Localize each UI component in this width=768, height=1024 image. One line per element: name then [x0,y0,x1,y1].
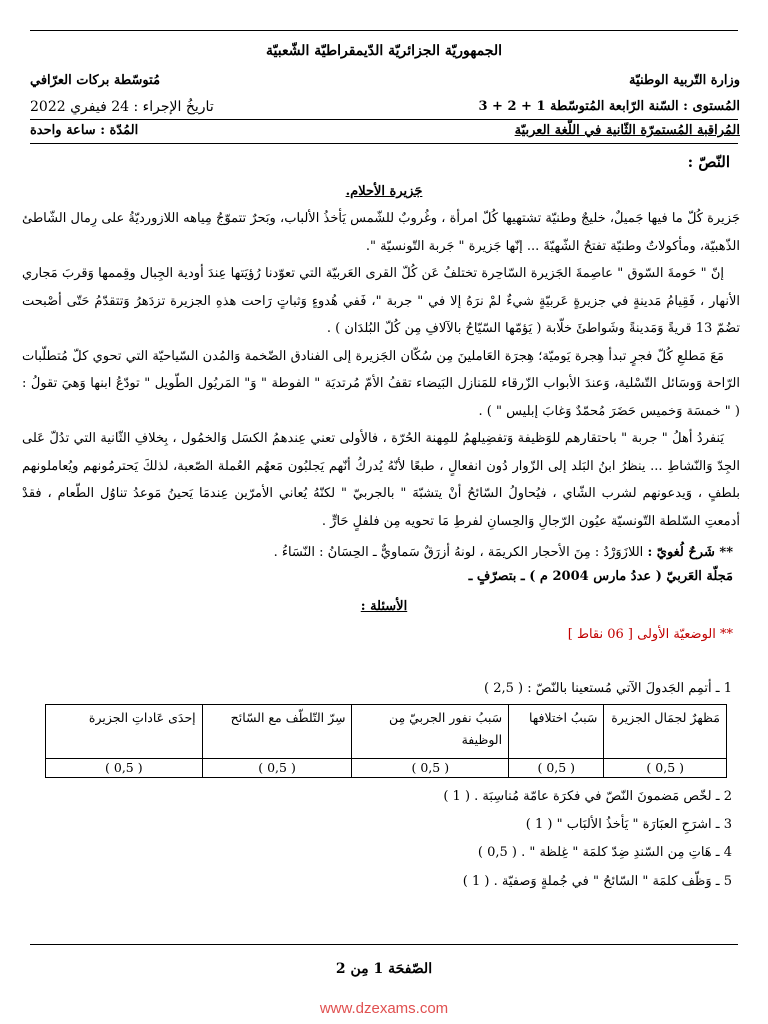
answer-table [45,704,727,778]
table-header-cell: سَببُ اختلافها [509,705,604,759]
article-body [22,205,740,535]
ministry: وزارة التّربية الوطنيّة [629,73,740,88]
level: المُستوى : السّنة الرّابعة المُتوسّطة 1 + 2 + 3 [478,99,740,114]
exam-title: المُراقبة المُستمرّة الثّانية في اللّغة العربيّة [514,123,740,138]
table-points-row [46,759,727,778]
situation-label: ** الوضعيّة الأولى [ 06 نقاط ] [567,627,733,642]
table-header-row [46,705,727,759]
school-name: مُتوسّطة بركات العرّافي [30,73,161,88]
duration: المُدّة : ساعة واحدة [30,123,139,138]
question-3: 3 ـ اشرَحِ العبَارَة " يَأخذُ الألبَاب " ( 1 ) [525,817,732,832]
glossary [274,544,733,562]
points-cell: ( 0,5 ) [604,759,727,778]
question-5: 5 ـ وَظّف كلمَة " السّائحُ " في جُملةٍ وَصفيّة . ( 1 ) [462,874,732,889]
glossary-text: اللازَوَرْدُ : مِنَ الأحجار الكريمَة ، لونهُ أزرَقٌ سَماويٌّ ـ الحِسَانُ : النّسَاءُ . [273,545,644,560]
question-1: 1 ـ أتمِم الجَدولَ الآتي مُستعينا بالنّصّ : ( 2,5 ) [484,681,732,696]
table-header-cell: سِرّ التّلطّف مع السّائح [202,705,352,759]
questions-label: الأسئلة : [360,599,408,614]
points-cell: ( 0,5 ) [509,759,604,778]
footer-rule [30,944,738,945]
watermark-link[interactable]: www.dzexams.com [319,1000,449,1017]
paragraph: يَنفردُ أهلُ " جربة " باحتقارهم للوَظيفة وَتفضِيلهمُ للمِهنة الحُرّة ، فالأولى تعني عِندهمُ الكسَل وَالخمُول ، بِخلافِ الثّانية التي تدُلّ عَلى الجِدّ وَالنّشاطِ ... ينظرُ ابنُ البَلد إلى الزّوار دُون انفعالٍ ، طبعًا لأنّهُ يُدركُ أنّهم يَجلبُون مَعهُم العُملة الصّعبة، لذلكَ يَحترمُونهم ويُعاملونهم بلطفٍ ، وَيدعونهم لشرب الشّاي ، فيُحاولُ السّائحُ أنْ يتشبّهَ " بالجربيّ " لكنّهُ يُعاني الأمرّين عِندمَا يَحينُ مَوعدُ تناوُل الطّعام ، فقدْ أدمعتِ السّلطة التّونسيّة عيُون الرّجالِ وَالحِسانِ لفرطِ مَا تحويه مِن فلفلٍ حَارٍّ . [22,431,740,529]
paragraph: إنّ " حَومةَ السّوق " عاصِمةَ الجَزيرة السّاحِرة تختلفُ عَن كُلّ القرى العَربيّة التي تعوّدنا رُؤيَتها عِندَ أودية الجِبال وقِممها وَقربَ مَجاري الأنهار ، فَقِيامُ مَدينةٍ في جزيرةٍ عَربيّةٍ شيءٌ لمْ نرَهُ إلا في " جربة "، فَفي هُدوءٍ وَثباتٍ رَاحت هذهِ الجزيرة تزدَهرُ وَتتقدّمُ حَتّى أصْبحت تضُمّ 13 قريةً وَمَدينةً وشَواطئَ خلّابة ( يَؤمّها السّيّاحُ بالآلافِ مِن كُلّ البُلدَان ) . [22,266,740,336]
glossary-label: ** شَرحٌ لُغويّ : [647,545,733,560]
top-rule [30,30,738,31]
question-2: 2 ـ لخّص مَضمونَ النّصّ في فكرَة عامّة مُناسِبَة . ( 1 ) [443,789,732,804]
paragraph: مَعَ مَطلعِ كُلّ فجرٍ تبدأ هِجرة يَوميّة؛ هِجرَة العَاملينَ مِن سُكّان الجَزيرة إلى الفنادق الضّخمة وَالمُدن السّياحيّة التي تحوي كلّ مُتطلّبات الرّاحة وَوسَائل التّسْلية، وَعندَ الأبواب الزّرقاء للمَنازل البَيضاء تقفُ الأمّ مُرتديَة " الفوطة " وَ" المَريُول الطّويل " تودّعُ ابنها وَهيَ تقولُ : ( " خمسَة وَخميس حَضَرَ مُحمّدٌ وَغابَ إبليس " ) . [22,348,740,419]
header-rule-2 [30,143,738,144]
points-cell: ( 0,5 ) [46,759,203,778]
source: مَجلّة العَربيّ ( عددُ مارس 2004 م ) ـ بتصرّفٍ ـ [468,569,733,584]
header-rule-1 [30,119,738,120]
table-header-cell: إحدَى عَاداتِ الجزيرة [46,705,203,759]
points-cell: ( 0,5 ) [202,759,352,778]
question-4: 4 ـ هَاتِ مِن السّندِ ضِدّ كلمَة " غِلظة " . ( 0,5 ) [477,845,732,860]
article-title: جَزيرة الأحلام. [345,184,423,199]
points-cell: ( 0,5 ) [352,759,509,778]
text-label: النّصّ : [687,153,730,171]
paragraph: جَزيرة كُلّ ما فيها جَميلٌ، خليجٌ وطنيّة تشتهيها كُلّ امرأة ، وغُروبٌ للشّمس يَأخذُ الألباب، وبَحرٌ تتموّجُ مِياهه اللازورديّةُ على رِمال الشّاطئ الذّهبيّة، ومأكولاتٌ وطنيّة تفتحُ الشّهيّةَ ... إنّها جَزيرة " جَربة التّونسيّة ". [22,211,740,254]
republic-title: الجمهوريّة الجزائريّة الدّيمقراطيّة الشّعبيّة [265,43,502,59]
table-header-cell: مَظهرٌ لجمَال الجزيرة [604,705,727,759]
exam-date: تاريخُ الإجراء : 24 فيفري 2022 [30,99,214,115]
page-number: الصّفحَة 1 مِن 2 [335,961,433,977]
table-header-cell: سَببُ نفور الجربيّ مِن الوظيفة [352,705,509,759]
